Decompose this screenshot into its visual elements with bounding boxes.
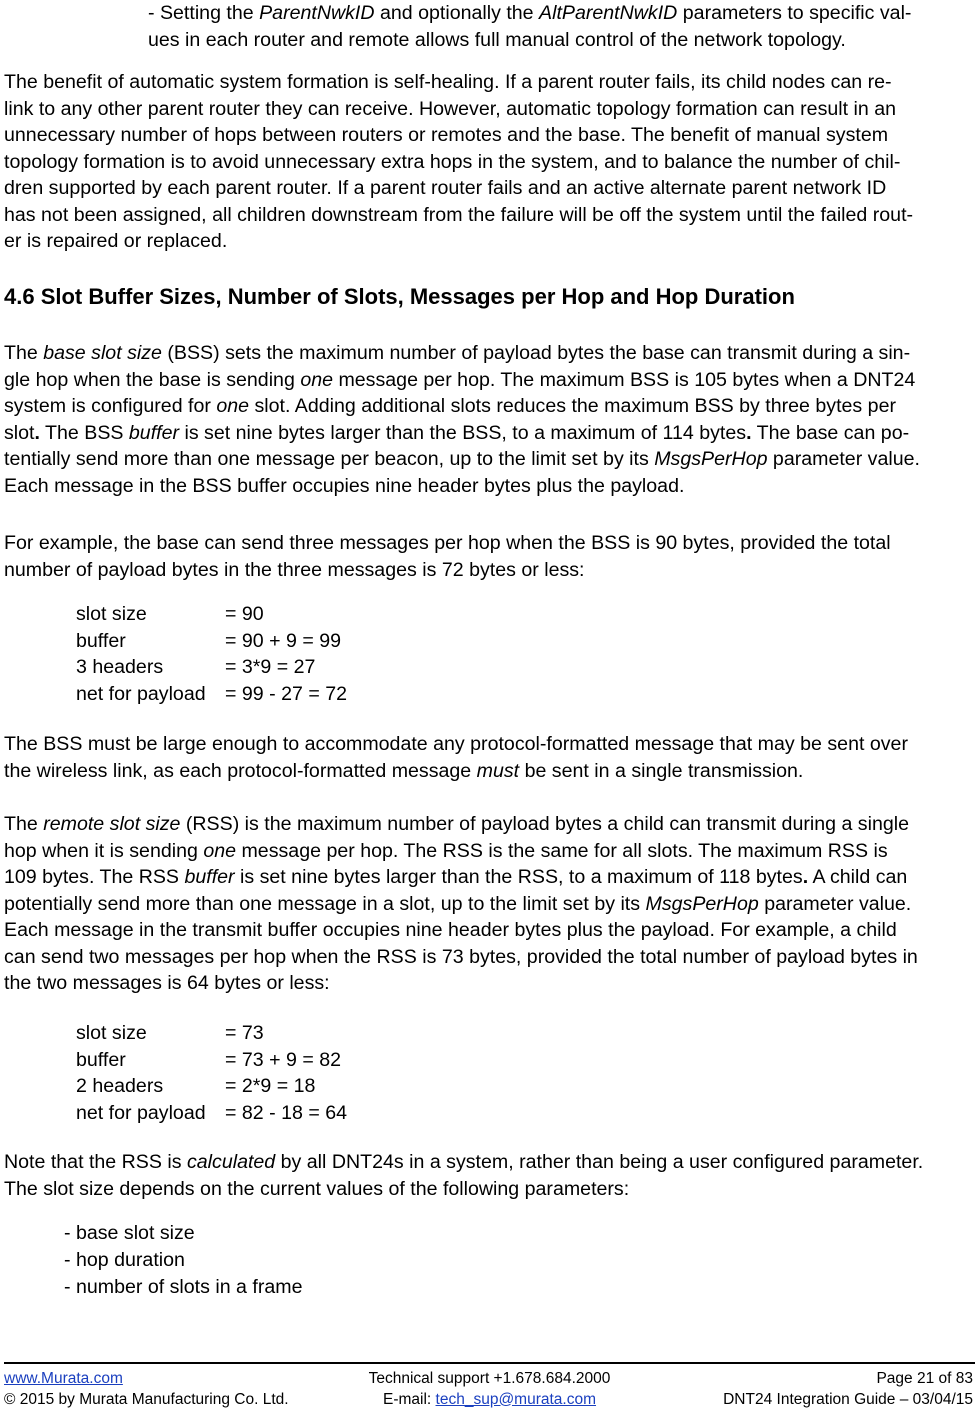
- section-heading: 4.6 Slot Buffer Sizes, Number of Slots, Messages per Hop and Hop Duration: [4, 284, 795, 309]
- page-number: Page 21 of 83: [876, 1370, 973, 1387]
- topology-bullet: - Setting the ParentNwkID and optionally the AltParentNwkID parameters to specific val- ues in each router and remote allows full manual control of the network topology.: [148, 2, 912, 51]
- copyright-text: © 2015 by Murata Manufacturing Co. Ltd.: [4, 1390, 289, 1408]
- remote-slot-calculation: [76, 1020, 347, 1127]
- email-link[interactable]: tech_sup@murata.com: [435, 1390, 597, 1408]
- page-footer: [0, 1369, 979, 1413]
- bss-requirement-paragraph: The BSS must be large enough to accommodate any protocol-formatted message that may be sent over the wireless link, as each protocol-formatted message must be sent in a single transmission.: [4, 733, 908, 782]
- rss-calculated-paragraph: Note that the RSS is calculated by all DNT24s in a system, rather than being a user configured parameter. The slot size depends on the current values of the following parameters:: [4, 1151, 924, 1200]
- calc-row: net for payload = 82 - 18 = 64: [76, 1102, 348, 1125]
- support-phone: Technical support +1.678.684.2000: [368, 1370, 611, 1387]
- footer-divider: [4, 1362, 975, 1364]
- footer-center: Technical support +1.678.684.2000 E-mail: tech_sup@murata.com: [0, 1369, 979, 1410]
- calc-row: net for payload = 99 - 27 = 72: [76, 683, 348, 706]
- calc-row: slot size = 73: [76, 1022, 264, 1044]
- remote-slot-size-paragraph: The remote slot size (RSS) is the maximum number of payload bytes a child can transmit during a single hop when it is sending one message per hop. The RSS is the same for all slots. The maximum RSS is 109 bytes. The RSS buffer is set nine bytes larger than the RSS, to a maximum of 118 bytes. A child can potentially send more than one message in a slot, up to the limit set by its MsgsPerHop parameter value. Each message in the transmit buffer occupies nine header bytes plus the payload. For example, a child can send two messages per hop when the RSS is 73 bytes, provided the total number of payload bytes in the two messages is 64 bytes or less:: [4, 813, 918, 994]
- base-slot-calculation: [76, 601, 347, 708]
- list-item: - number of slots in a frame: [64, 1276, 303, 1298]
- parameter-list: [64, 1220, 302, 1301]
- footer-right: [723, 1369, 973, 1410]
- calc-row: 3 headers = 3*9 = 27: [76, 656, 316, 679]
- calc-row: 2 headers = 2*9 = 18: [76, 1075, 316, 1098]
- calc-row: slot size = 90: [76, 603, 264, 625]
- calc-row: buffer = 90 + 9 = 99: [76, 629, 342, 652]
- list-item: - hop duration: [64, 1249, 185, 1271]
- website-link[interactable]: www.Murata.com: [4, 1370, 123, 1387]
- calc-row: buffer = 73 + 9 = 82: [76, 1048, 342, 1071]
- base-slot-size-paragraph: The base slot size (BSS) sets the maximum number of payload bytes the base can transmit during a sin- gle hop when the base is sending one message per hop. The maximum BSS is 105 bytes when a DNT24 system is configured for one slot. Adding additional slots reduces the maximum BSS by three bytes per slot. The BSS buffer is set nine bytes larger than the BSS, to a maximum of 114 bytes. The base can po- tentially send more than one message per beacon, up to the limit set by its MsgsPerHop parameter value. Each message in the BSS buffer occupies nine header bytes plus the payload.: [4, 342, 920, 497]
- self-healing-paragraph: The benefit of automatic system formation is self-healing. If a parent router fails, its child nodes can re- link to any other parent router they can receive. However, automatic topology formation can result in an unnecessary number of hops between routers or remotes and the base. The benefit of manual system topology formation is to avoid unnecessary extra hops in the system, and to balance the number of chil- dren supported by each parent router. If a parent router fails and an active alternate parent network ID has not been assigned, all children downstream from the failure will be off the system until the failed rout- er is repaired or replaced.: [4, 71, 914, 252]
- base-example-paragraph: For example, the base can send three messages per hop when the BSS is 90 bytes, provided the total number of payload bytes in the three messages is 72 bytes or less:: [4, 532, 891, 581]
- document-title: DNT24 Integration Guide – 03/04/15: [723, 1390, 973, 1408]
- list-item: - base slot size: [64, 1222, 195, 1244]
